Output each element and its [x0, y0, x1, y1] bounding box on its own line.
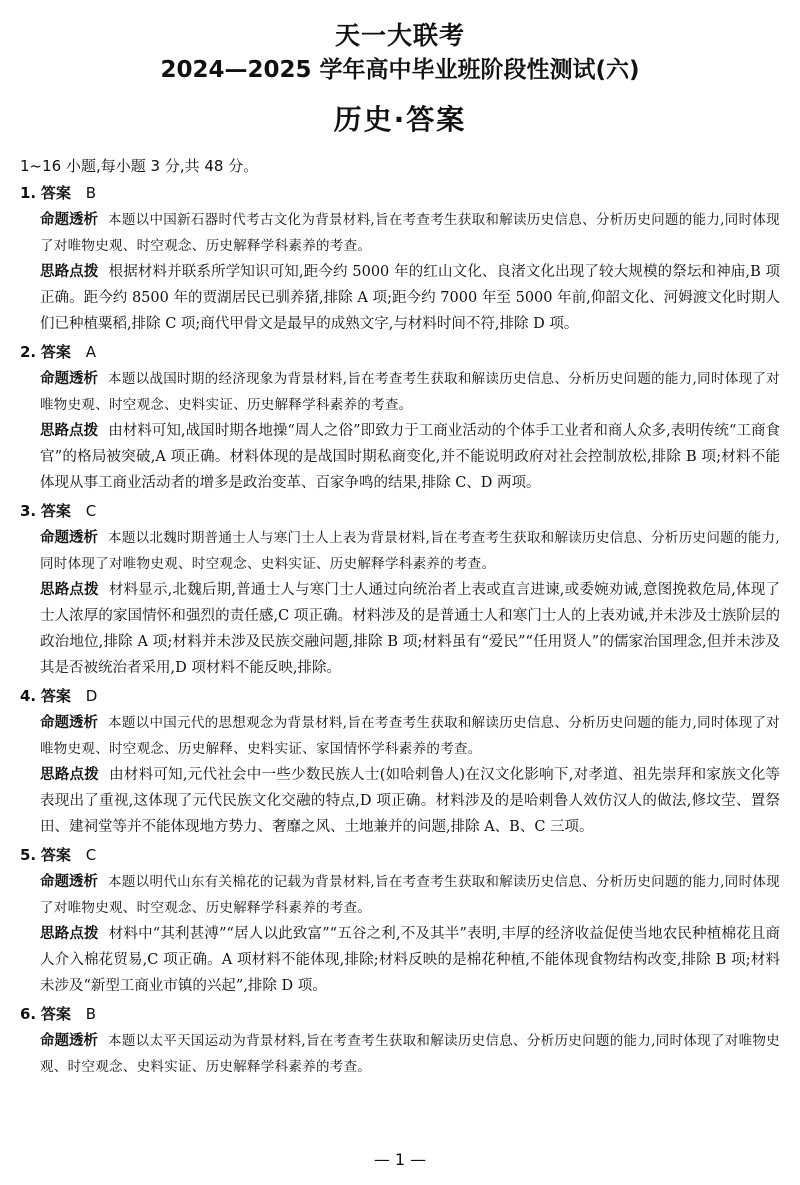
question-item [20, 842, 780, 999]
question-header [20, 842, 780, 869]
analysis-paragraph [20, 1028, 780, 1080]
hint-text: 材料中“其利甚溥”“居人以此致富”“五谷之利,不及其半”表明,丰厚的经济收益促使当地农民种植棉花且商人介入棉花贸易,C 项正确。A 项材料不能体现,排除;材料反映的是棉花种植,不能体现食物结构改变,排除 B 项;材料未涉及“新型工商业市镇的兴起”,排除 D 项。 [40, 926, 780, 994]
analysis-text: 本题以中国元代的思想观念为背景材料,旨在考查考生获取和解读历史信息、分析历史问题的能力,同时体现了对唯物史观、时空观念、历史解释、史料实证、家国情怀学科素养的考查。 [40, 715, 780, 757]
analysis-paragraph [20, 869, 780, 921]
analysis-paragraph [20, 207, 780, 259]
hint-paragraph [20, 762, 780, 840]
hint-paragraph [20, 577, 780, 681]
answer-label: 答案 [40, 1005, 71, 1023]
answer-label: 答案 [40, 687, 71, 705]
answer-value: B [85, 1005, 97, 1023]
analysis-text: 本题以太平天国运动为背景材料,旨在考查考生获取和解读历史信息、分析历史问题的能力,同时体现了对唯物史观、时空观念、史料实证、历史解释学科素养的考查。 [40, 1033, 780, 1075]
hint-paragraph [20, 921, 780, 999]
answer-value: C [85, 502, 97, 520]
analysis-paragraph [20, 525, 780, 577]
hint-label: 思路点拨 [40, 926, 99, 942]
hint-label: 思路点拨 [40, 423, 99, 439]
analysis-label: 命题透析 [40, 1033, 99, 1049]
question-item [20, 180, 780, 337]
exam-organizer: 天一大联考 [334, 21, 465, 50]
answer-value: C [85, 846, 97, 864]
question-header [20, 683, 780, 710]
answer-label: 答案 [40, 502, 71, 520]
hint-paragraph [20, 259, 780, 337]
answer-value: B [85, 184, 97, 202]
analysis-text: 本题以中国新石器时代考古文化为背景材料,旨在考查考生获取和解读历史信息、分析历史问题的能力,同时体现了对唯物史观、时空观念、历史解释学科素养的考查。 [40, 212, 780, 254]
question-number: 6. [20, 1005, 37, 1023]
question-number: 5. [20, 846, 37, 864]
document-header [20, 20, 780, 140]
page-number: — 1 — [373, 1150, 427, 1169]
analysis-label: 命题透析 [40, 530, 99, 546]
answer-value: D [85, 687, 98, 705]
question-number: 4. [20, 687, 37, 705]
section-intro: 1~16 小题,每小题 3 分,共 48 分。 [20, 157, 259, 175]
question-number: 1. [20, 184, 37, 202]
hint-text: 由材料可知,战国时期各地操“周人之俗”即致力于工商业活动的个体手工业者和商人众多,表明传统“工商食官”的格局被突破,A 项正确。材料体现的是战国时期私商变化,并不能说明政府对社会控制放松,排除 B 项;材料不能体现从事工商业活动者的增多是政治变革、百家争鸣的结果,排除 C、D 两项。 [40, 423, 781, 491]
question-item [20, 339, 780, 496]
question-header [20, 180, 780, 207]
hint-label: 思路点拨 [40, 264, 99, 280]
hint-text: 由材料可知,元代社会中一些少数民族人士(如哈剌鲁人)在汉文化影响下,对孝道、祖先崇拜和家族文化等表现出了重视,这体现了元代民族文化交融的特点,D 项正确。材料涉及的是哈剌鲁人效仿汉人的做法,修坟茔、置祭田、建祠堂等并不能体现地方势力、奢靡之风、土地兼并的问题,排除 A、B、C 三项。 [40, 767, 781, 835]
question-number: 2. [20, 343, 37, 361]
analysis-text: 本题以明代山东有关棉花的记载为背景材料,旨在考查考生获取和解读历史信息、分析历史问题的能力,同时体现了对唯物史观、时空观念、历史解释学科素养的考查。 [40, 874, 780, 916]
question-header [20, 498, 780, 525]
analysis-paragraph [20, 366, 780, 418]
analysis-paragraph [20, 710, 780, 762]
answer-value: A [85, 343, 96, 361]
question-item [20, 498, 780, 681]
analysis-label: 命题透析 [40, 371, 99, 387]
question-item [20, 1001, 780, 1080]
hint-label: 思路点拨 [40, 582, 99, 598]
analysis-label: 命题透析 [40, 874, 99, 890]
question-header [20, 339, 780, 366]
hint-label: 思路点拨 [40, 767, 100, 783]
hint-text: 根据材料并联系所学知识可知,距今约 5000 年的红山文化、良渚文化出现了较大规模的祭坛和神庙,B 项正确。距今约 8500 年的贾湖居民已驯养猪,排除 A 项;距今约 7000 年至 5000 年前,仰韶文化、河姆渡文化时期人们已种植粟稻,排除 C 项;商代甲骨文是最早的成熟文字,与材料时间不符,排除 D 项。 [40, 264, 780, 332]
analysis-label: 命题透析 [40, 212, 99, 228]
answer-label: 答案 [40, 846, 71, 864]
answer-label: 答案 [40, 343, 71, 361]
analysis-text: 本题以战国时期的经济现象为背景材料,旨在考查考生获取和解读历史信息、分析历史问题的能力,同时体现了对唯物史观、时空观念、史料实证、历史解释学科素养的考查。 [40, 371, 780, 413]
question-item [20, 683, 780, 840]
analysis-label: 命题透析 [40, 715, 99, 731]
exam-title: 2024—2025 学年高中毕业班阶段性测试(六) [160, 57, 640, 83]
question-header [20, 1001, 780, 1028]
question-number: 3. [20, 502, 37, 520]
hint-paragraph [20, 418, 780, 496]
hint-text: 材料显示,北魏后期,普通士人与寒门士人通过向统治者上表或直言进谏,或委婉劝诫,意图挽救危局,体现了士人浓厚的家国情怀和强烈的责任感,C 项正确。材料涉及的是普通士人和寒门士人的上表劝诫,并未涉及士族阶层的政治地位,排除 A 项;材料并未涉及民族交融问题,排除 B 项;材料虽有“爱民”“任用贤人”的儒家治国理念,但并未涉及其是否被统治者采用,D 项材料不能反映,排除。 [40, 582, 780, 676]
subject-title: 历史·答案 [333, 103, 467, 136]
answer-label: 答案 [40, 184, 71, 202]
analysis-text: 本题以北魏时期普通士人与寒门士人上表为背景材料,旨在考查考生获取和解读历史信息、分析历史问题的能力,同时体现了对唯物史观、时空观念、史料实证、历史解释学科素养的考查。 [40, 530, 780, 572]
